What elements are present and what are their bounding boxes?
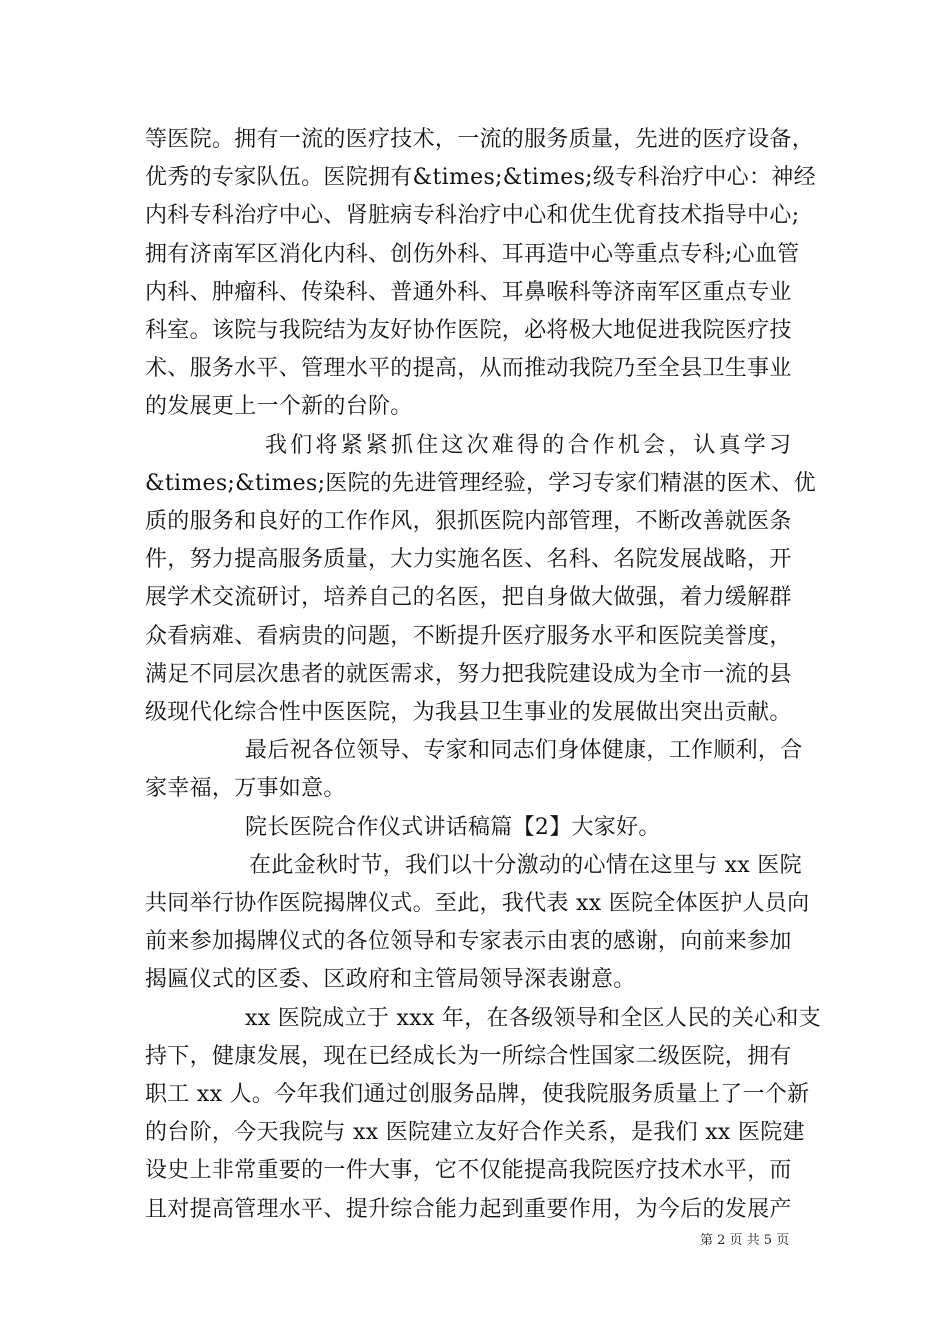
section-heading: 院长医院合作仪式讲话稿篇【2】大家好。 xyxy=(245,815,661,840)
text-line: 家幸福，万事如意。 xyxy=(145,776,346,801)
text-line: xx 医院成立于 xxx 年，在各级领导和全区人民的关心和支 xyxy=(245,1006,822,1031)
text-line: 展学术交流研讨，培养自己的名医，把自身做大做强，着力缓解群 xyxy=(145,585,792,610)
text-line: 设史上非常重要的一件大事，它不仅能提高我院医疗技术水平，而 xyxy=(145,1158,792,1183)
text-line: 级现代化综合性中医医院，为我县卫生事业的发展做出突出贡献。 xyxy=(145,700,792,725)
text-line: 科室。该院与我院结为友好协作医院，必将极大地促进我院医疗技 xyxy=(145,318,792,343)
text-line: 的发展更上一个新的台阶。 xyxy=(145,394,413,419)
text-line: 我们将紧紧抓住这次难得的合作机会，认真学习 xyxy=(265,433,795,458)
text-line: 内科专科治疗中心、肾脏病专科治疗中心和优生优育技术指导中心; xyxy=(145,203,800,228)
text-line: 最后祝各位领导、专家和同志们身体健康，工作顺利，合 xyxy=(245,738,803,763)
text-line: 内科、肿瘤科、传染科、普通外科、耳鼻喉科等济南军区重点专业 xyxy=(145,280,792,305)
text-line: &times;&times;医院的先进管理经验，学习专家们精湛的医术、优 xyxy=(145,471,816,496)
text-line: 共同举行协作医院揭牌仪式。至此，我代表 xx 医院全体医护人员向 xyxy=(145,891,810,916)
text-line: 众看病难、看病贵的问题，不断提升医疗服务水平和医院美誉度， xyxy=(145,624,792,649)
text-line: 质的服务和良好的工作作风，狠抓医院内部管理，不断改善就医条 xyxy=(145,509,792,534)
text-line: 拥有济南军区消化内科、创伤外科、耳再造中心等重点专科;心血管 xyxy=(145,242,800,267)
text-line: 等医院。拥有一流的医疗技术，一流的服务质量，先进的医疗设备， xyxy=(145,127,815,152)
text-line: 件，努力提高服务质量，大力实施名医、名科、名院发展战略，开 xyxy=(145,547,792,572)
text-line: 优秀的专家队伍。医院拥有&times;&times;级专科治疗中心：神经 xyxy=(145,165,816,190)
page-number-footer: 第 2 页 共 5 页 xyxy=(700,1233,790,1248)
text-line: 在此金秋时节，我们以十分激动的心情在这里与 xx 医院 xyxy=(249,853,802,878)
text-line: 且对提高管理水平、提升综合能力起到重要作用，为今后的发展产 xyxy=(145,1197,792,1222)
text-line: 术、服务水平、管理水平的提高，从而推动我院乃至全县卫生事业 xyxy=(145,356,792,381)
text-line: 持下，健康发展，现在已经成长为一所综合性国家二级医院，拥有 xyxy=(145,1044,792,1069)
text-line: 职工 xx 人。今年我们通过创服务品牌，使我院服务质量上了一个新 xyxy=(145,1082,810,1107)
text-line: 前来参加揭牌仪式的各位领导和专家表示由衷的感谢，向前来参加 xyxy=(145,929,792,954)
text-line: 揭匾仪式的区委、区政府和主管局领导深表谢意。 xyxy=(145,967,636,992)
text-line: 的台阶，今天我院与 xx 医院建立友好合作关系，是我们 xx 医院建 xyxy=(145,1120,805,1145)
text-line: 满足不同层次患者的就医需求，努力把我院建设成为全市一流的县 xyxy=(145,662,792,687)
